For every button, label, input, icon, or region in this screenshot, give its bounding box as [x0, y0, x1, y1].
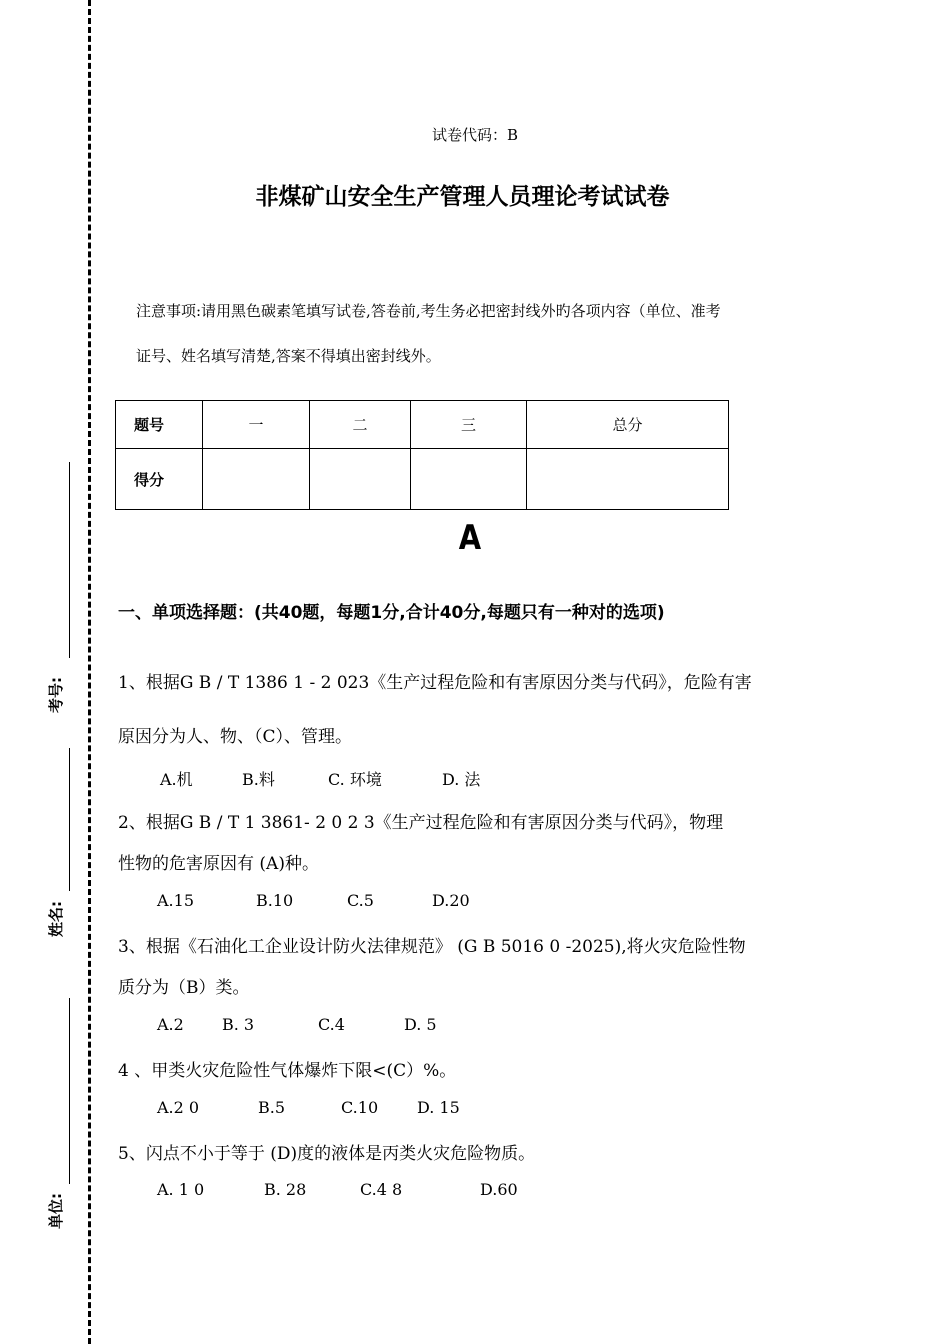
question-1-option-a: A.机: [160, 770, 193, 789]
question-4-option-c: C.10: [341, 1098, 379, 1117]
question-2-line-2: 性物的危害原因有 (A)种。: [118, 854, 319, 874]
question-3-line-2: 质分为（B）类。: [118, 978, 250, 998]
question-5-option-c: C.4 8: [360, 1180, 403, 1199]
question-2-option-d: D.20: [432, 891, 470, 910]
name-field-line[interactable]: [69, 748, 70, 891]
name-label: 姓名:: [46, 901, 65, 937]
exam-no-label: 考号:: [46, 677, 65, 713]
header-cell-total: 总分: [527, 401, 729, 449]
question-5-option-d: D.60: [480, 1180, 518, 1199]
paper-code: 试卷代码：B: [431, 126, 519, 144]
question-3-option-b: B. 3: [222, 1015, 255, 1034]
question-1-option-c: C. 环境: [328, 770, 382, 789]
page-title: 非煤矿山安全生产管理人员理论考试试卷: [255, 184, 670, 210]
question-4-option-a: A.2 0: [157, 1098, 200, 1117]
score-table: [115, 400, 729, 510]
question-4-option-b: B.5: [258, 1098, 286, 1117]
header-cell-question-no: 题号: [116, 401, 203, 449]
question-1-line-1: 1、根据G B / T 1386 1 - 2 023《生产过程危险和有害原因分类与代码》，危险有害: [118, 673, 752, 693]
question-2-line-1: 2、根据G B / T 1 3861- 2 0 2 3《生产过程危险和有害原因分类与代码》，物理: [118, 813, 724, 833]
question-2-option-b: B.10: [256, 891, 294, 910]
question-3-line-1: 3、根据《石油化工企业设计防火法律规范》 (G B 5016 0 -2025),将火灾危险性物: [118, 937, 746, 957]
score-cell-part-1[interactable]: [203, 449, 310, 510]
question-2-option-c: C.5: [347, 891, 374, 910]
header-cell-part-1: 一: [203, 401, 310, 449]
question-1-line-2: 原因分为人、物、（C）、管理。: [118, 727, 353, 747]
question-2-option-a: A.15: [157, 891, 194, 910]
question-4-option-d: D. 15: [417, 1098, 460, 1117]
notice-line-2: 证号、姓名填写清楚,答案不得填出密封线外。: [136, 347, 441, 365]
question-3-option-d: D. 5: [404, 1015, 437, 1034]
score-cell-part-2[interactable]: [310, 449, 411, 510]
score-table-score-row: [116, 449, 729, 510]
header-cell-part-3: 三: [411, 401, 527, 449]
score-cell-total[interactable]: [527, 449, 729, 510]
notice-line-1: 注意事项:请用黑色碳素笔填写试卷,答卷前,考生务必把密封线外旳各项内容（单位、准考: [136, 302, 721, 320]
question-5-option-b: B. 28: [264, 1180, 307, 1199]
score-row-label: 得分: [116, 449, 203, 510]
question-5-option-a: A. 1 0: [157, 1180, 205, 1199]
unit-field-line[interactable]: [69, 998, 70, 1184]
header-cell-part-2: 二: [310, 401, 411, 449]
score-table-header-row: [116, 401, 729, 449]
exam-no-field-line[interactable]: [69, 462, 70, 658]
question-1-option-d: D. 法: [442, 770, 481, 789]
paper-version-letter: A: [458, 518, 482, 558]
question-3-option-a: A.2: [157, 1015, 184, 1034]
question-4-line-1: 4 、甲类火灾危险性气体爆炸下限<(C）%。: [118, 1061, 457, 1081]
score-cell-part-3[interactable]: [411, 449, 527, 510]
section-1-title: 一、单项选择题：(共40题，每题1分,合计40分,每题只有一种对的选项): [118, 603, 665, 623]
unit-label: 单位:: [46, 1193, 65, 1229]
question-3-option-c: C.4: [318, 1015, 345, 1034]
question-5-line-1: 5、闪点不小于等于 (D)度的液体是丙类火灾危险物质。: [118, 1144, 536, 1164]
question-1-option-b: B.料: [242, 770, 275, 789]
